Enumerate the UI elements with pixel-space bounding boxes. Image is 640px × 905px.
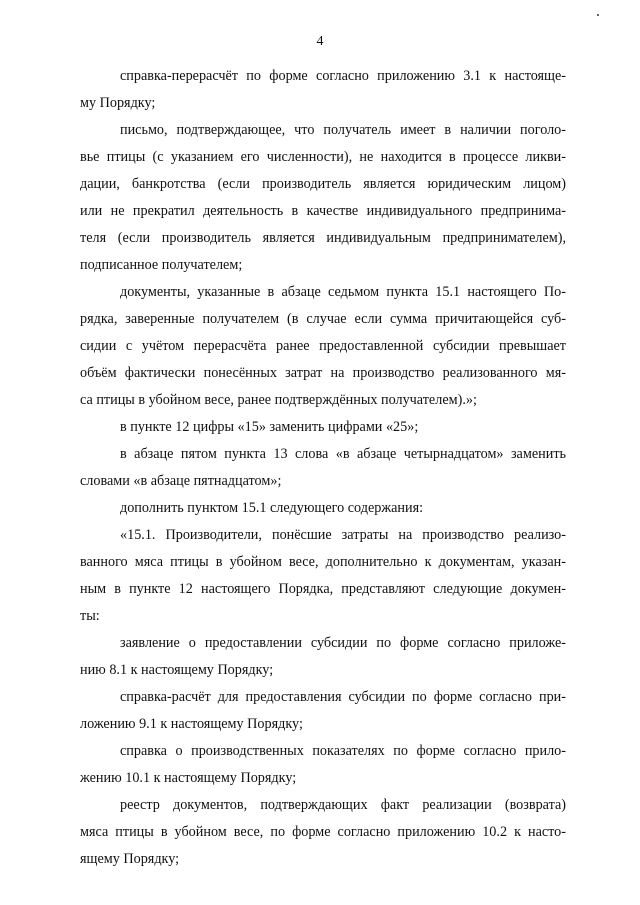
text-line: или не прекратил деятельность в качестве индивидуального предпринима- [80, 203, 566, 219]
text-line: рядка, заверенные получателем (в случае если сумма причитающейся суб- [80, 311, 566, 327]
text-line: вье птицы (с указанием его численности), не находится в процессе ликви- [80, 149, 566, 165]
text-line: в пункте 12 цифры «15» заменить цифрами «25»; [120, 419, 419, 435]
text-line: му Порядку; [80, 95, 156, 111]
text-line: дации, банкротства (если производитель является юридическим лицом) [80, 176, 566, 192]
text-line: мяса птицы в убойном весе, по форме согласно приложению 10.2 к насто- [80, 824, 566, 840]
scan-speck [597, 14, 599, 16]
text-line: в абзаце пятом пункта 13 слова «в абзаце четырнадцатом» заменить [120, 446, 566, 462]
text-line: справка-расчёт для предоставления субсидии по форме согласно при- [120, 689, 566, 705]
text-line: ты: [80, 608, 100, 624]
text-line: дополнить пунктом 15.1 следующего содержания: [120, 500, 424, 516]
text-line: жению 10.1 к настоящему Порядку; [80, 770, 297, 786]
text-line: справка о производственных показателях по форме согласно прило- [120, 743, 566, 759]
text-line: «15.1. Производители, понёсшие затраты на производство реализо- [120, 527, 566, 543]
text-line: объём фактически понесённых затрат на производство реализованного мя- [80, 365, 566, 381]
text-line: заявление о предоставлении субсидии по форме согласно приложе- [120, 635, 566, 651]
text-line: ящему Порядку; [80, 851, 180, 867]
text-line: ным в пункте 12 настоящего Порядка, представляют следующие докумен- [80, 581, 566, 597]
text-line: письмо, подтверждающее, что получатель имеет в наличии поголо- [120, 122, 566, 138]
text-line: ванного мяса птицы в убойном весе, дополнительно к документам, указан- [80, 554, 566, 570]
page-number: 4 [316, 34, 324, 49]
text-line: словами «в абзаце пятнадцатом»; [80, 473, 282, 489]
text-line: ложению 9.1 к настоящему Порядку; [80, 716, 303, 732]
text-line: са птицы в убойном весе, ранее подтверждённых получателем).»; [80, 392, 477, 408]
text-line: реестр документов, подтверждающих факт реализации (возврата) [120, 797, 566, 813]
text-line: сидии с учётом перерасчёта ранее предоставленной субсидии превышает [80, 338, 566, 354]
text-line: подписанное получателем; [80, 257, 243, 273]
text-line: документы, указанные в абзаце седьмом пункта 15.1 настоящего По- [120, 284, 566, 300]
text-line: теля (если производитель является индивидуальным предпринимателем), [80, 230, 566, 246]
text-line: нию 8.1 к настоящему Порядку; [80, 662, 274, 678]
text-line: справка-перерасчёт по форме согласно приложению 3.1 к настояще- [120, 68, 566, 84]
